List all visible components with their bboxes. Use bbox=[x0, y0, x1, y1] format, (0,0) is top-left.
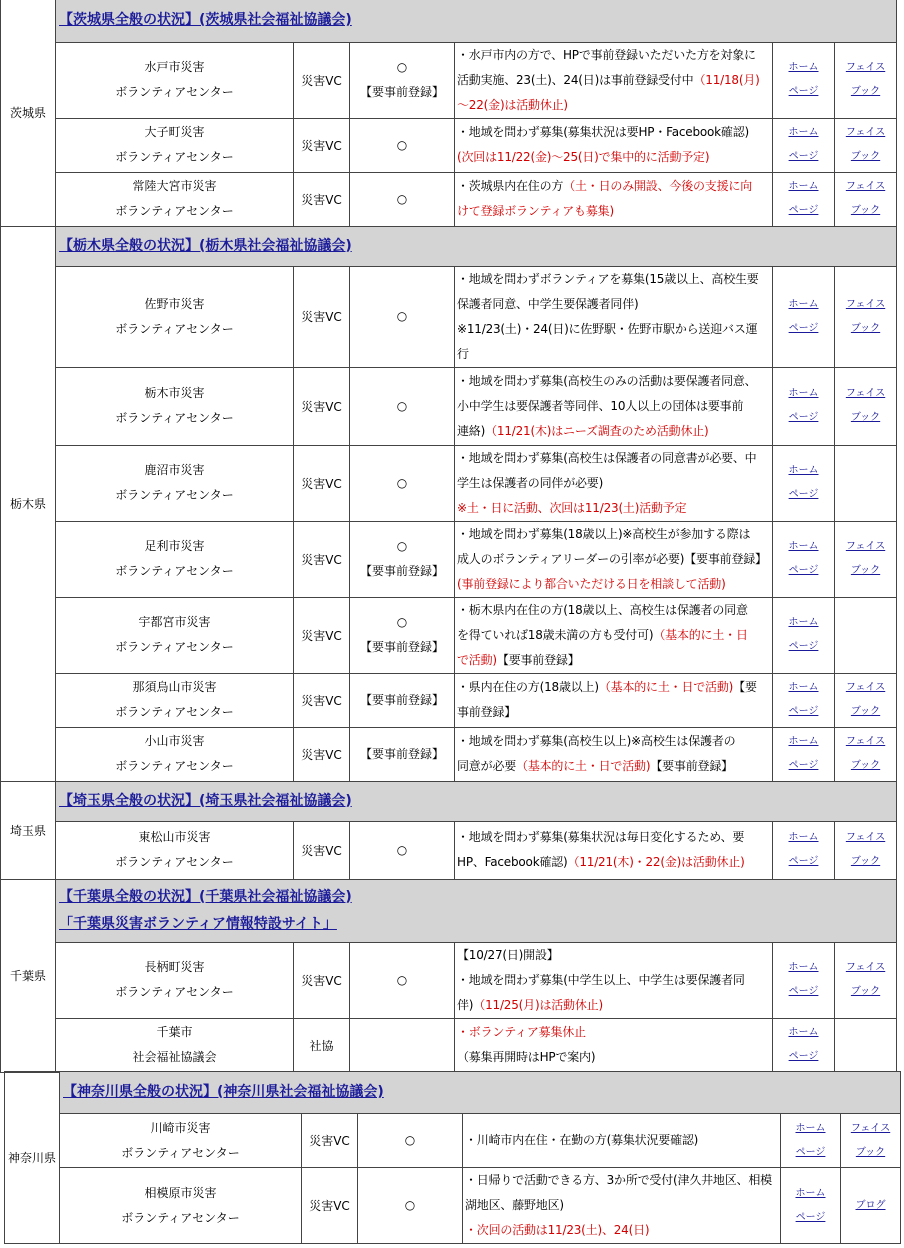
table-row bbox=[1, 266, 897, 367]
recruit-details-cell bbox=[455, 42, 773, 118]
prefecture-status-link[interactable]: 【茨城県全般の状況】(茨城県社会福祉協議会) bbox=[59, 12, 352, 29]
homepage-cell bbox=[781, 1168, 841, 1244]
details-text: 【10/27(日)開設】 bbox=[457, 947, 559, 962]
details-text: 【要事前登録】 bbox=[496, 652, 580, 667]
center-type-cell: 災害VC bbox=[294, 266, 350, 367]
center-name-line: ボランティアセンター bbox=[121, 1210, 240, 1225]
details-text: ・県内在住の方(18歳以上) bbox=[457, 680, 599, 694]
table-row bbox=[1, 445, 897, 521]
center-name-line: ボランティアセンター bbox=[115, 204, 234, 218]
prefecture-status-link[interactable]: 「千葉県災害ボランティア情報特設サイト」 bbox=[59, 915, 337, 932]
prefecture-status-header bbox=[56, 879, 897, 942]
center-type-cell: 災害VC bbox=[302, 1114, 358, 1168]
center-name-line: ボランティアセンター bbox=[115, 705, 234, 719]
details-note-red: （11/21(木)・22(金)は活動休止) bbox=[567, 855, 745, 869]
homepage-cell bbox=[773, 521, 835, 597]
details-text: ・地域を問わず募集(高校生は保護者の同意書が必要、中 bbox=[457, 450, 757, 465]
table-row bbox=[1, 673, 897, 727]
details-note-red: (事前登録により都合いただける日を相談して活動) bbox=[457, 576, 726, 591]
social-link-cell bbox=[835, 821, 897, 879]
details-note-red: （基本的に土・日 bbox=[653, 627, 748, 642]
recruit-status-cell bbox=[358, 1114, 463, 1168]
recruit-details-cell bbox=[463, 1114, 781, 1168]
recruit-status-cell bbox=[350, 445, 455, 521]
center-type-cell: 社協 bbox=[294, 1018, 350, 1072]
homepage-cell bbox=[773, 172, 835, 226]
homepage-link[interactable]: ホーム ページ bbox=[788, 298, 819, 334]
prefecture-cell: 埼玉県 bbox=[1, 781, 56, 879]
center-name-line: 小山市災害 bbox=[144, 734, 205, 748]
details-text: ・地域を問わずボランティアを募集(15歳以上、高校生要 bbox=[457, 271, 759, 286]
table-row bbox=[1, 1018, 897, 1072]
center-name-line: 水戸市災害 bbox=[144, 60, 205, 74]
details-text: ・地域を問わず募集(18歳以上)※高校生が参加する際は bbox=[457, 526, 751, 541]
table-row bbox=[1, 172, 897, 226]
center-name-cell bbox=[56, 673, 294, 727]
details-line bbox=[457, 145, 770, 170]
homepage-cell bbox=[773, 942, 835, 1018]
details-line bbox=[457, 675, 770, 700]
recruit-status-cell bbox=[350, 727, 455, 781]
center-name-line: ボランティアセンター bbox=[115, 321, 234, 336]
center-name-line: 社会福祉協議会 bbox=[132, 1050, 217, 1064]
center-name-line: 鹿沼市災害 bbox=[144, 463, 205, 477]
social-link-cell bbox=[835, 673, 897, 727]
facebook-link[interactable]: フェイス ブック bbox=[850, 1122, 891, 1158]
recruit-status-line: ○ bbox=[396, 475, 408, 490]
social-link-cell bbox=[841, 1114, 901, 1168]
details-line bbox=[457, 547, 770, 572]
facebook-link[interactable]: フェイス ブック bbox=[845, 181, 886, 216]
homepage-link[interactable]: ホーム ページ bbox=[788, 962, 819, 997]
homepage-cell bbox=[773, 42, 835, 118]
details-line bbox=[465, 1193, 778, 1218]
prefecture-status-link[interactable]: 【神奈川県全般の状況】(神奈川県社会福祉協議会) bbox=[63, 1084, 384, 1100]
center-type-cell: 災害VC bbox=[294, 118, 350, 172]
recruit-status-line: 【要事前登録】 bbox=[359, 746, 444, 761]
table-row bbox=[1, 521, 897, 597]
recruit-status-line: ○ bbox=[396, 191, 408, 206]
social-link-cell bbox=[835, 942, 897, 1018]
recruit-status-cell bbox=[350, 367, 455, 445]
details-text: 連絡) bbox=[457, 423, 486, 438]
details-note-red: （基本的に土・日で活動) bbox=[516, 759, 651, 773]
details-line bbox=[457, 369, 770, 394]
center-type-cell: 災害VC bbox=[294, 727, 350, 781]
table-row bbox=[1, 118, 897, 172]
center-name-cell bbox=[60, 1114, 302, 1168]
social-link-cell bbox=[835, 597, 897, 673]
details-line bbox=[457, 317, 770, 342]
details-line bbox=[457, 394, 770, 419]
prefecture-status-header bbox=[56, 0, 897, 42]
facebook-link[interactable]: フェイス ブック bbox=[845, 832, 886, 867]
details-note-red: で活動) bbox=[457, 652, 497, 667]
details-note-red: （11/21(木)はニーズ調査のため活動休止) bbox=[485, 423, 709, 438]
homepage-cell bbox=[773, 727, 835, 781]
recruit-status-cell bbox=[358, 1168, 463, 1244]
center-name-line: ボランティアセンター bbox=[115, 759, 234, 773]
center-name-line: ボランティアセンター bbox=[115, 564, 234, 578]
social-link-cell bbox=[835, 727, 897, 781]
social-link-cell bbox=[841, 1168, 901, 1244]
center-type-cell: 災害VC bbox=[294, 597, 350, 673]
center-type-cell: 災害VC bbox=[294, 445, 350, 521]
homepage-link[interactable]: ホーム ページ bbox=[788, 127, 819, 162]
homepage-cell bbox=[773, 673, 835, 727]
details-text: ・栃木県内在住の方(18歳以上、高校生は保護者の同意 bbox=[457, 602, 748, 617]
blog-link[interactable]: ブログ bbox=[855, 1199, 886, 1211]
details-text: 学生は保護者の同伴が必要) bbox=[457, 475, 604, 490]
center-type-cell: 災害VC bbox=[302, 1168, 358, 1244]
recruit-status-line: 【要事前登録】 bbox=[359, 692, 444, 707]
details-text: ・地域を問わず募集(高校生以上)※高校生は保護者の bbox=[457, 734, 736, 748]
recruit-status-line: 【要事前登録】 bbox=[359, 564, 444, 578]
recruit-status-line: ○ bbox=[404, 1198, 416, 1212]
center-name-cell bbox=[60, 1168, 302, 1244]
details-text: HP、Facebook確認) bbox=[457, 855, 568, 869]
homepage-link[interactable]: ホーム ページ bbox=[795, 1187, 826, 1223]
center-name-line: ボランティアセンター bbox=[115, 150, 234, 164]
prefecture-cell: 栃木県 bbox=[1, 226, 56, 781]
center-name-cell bbox=[56, 445, 294, 521]
prefecture-status-link[interactable]: 【栃木県全般の状況】(栃木県社会福祉協議会) bbox=[59, 237, 352, 254]
center-name-line: 東松山市災害 bbox=[138, 830, 211, 844]
table-row bbox=[1, 727, 897, 781]
details-line bbox=[457, 598, 770, 623]
details-text: ・水戸市内の方で、HPで事前登録いただいた方を対象に bbox=[457, 47, 756, 62]
details-note-red: ～22(金)は活動休止) bbox=[457, 97, 568, 112]
details-line bbox=[465, 1128, 778, 1153]
details-note-red: （11/18(月) bbox=[693, 72, 760, 87]
social-link-cell bbox=[835, 1018, 897, 1072]
center-type-cell: 災害VC bbox=[294, 172, 350, 226]
details-text: を得ていれば18歳未満の方も受付可) bbox=[457, 627, 654, 642]
details-note-red: (次回は11/22(金)～25(日)で集中的に活動予定) bbox=[457, 150, 710, 164]
kanagawa-volunteer-table bbox=[4, 1071, 901, 1244]
facebook-link[interactable]: フェイス ブック bbox=[845, 541, 886, 576]
recruit-status-line: ○ bbox=[396, 309, 408, 323]
details-line bbox=[457, 120, 770, 145]
recruit-details-cell bbox=[455, 942, 773, 1018]
social-link-cell bbox=[835, 445, 897, 521]
details-line bbox=[457, 850, 770, 875]
homepage-link[interactable]: ホーム ページ bbox=[788, 62, 819, 97]
center-name-line: ボランティアセンター bbox=[115, 855, 234, 869]
center-name-cell bbox=[56, 172, 294, 226]
table-row bbox=[1, 821, 897, 879]
table-row bbox=[5, 1114, 901, 1168]
homepage-link[interactable]: ホーム ページ bbox=[788, 736, 819, 771]
prefecture-status-header bbox=[56, 226, 897, 266]
social-link-cell bbox=[835, 367, 897, 445]
facebook-link[interactable]: フェイス ブック bbox=[845, 736, 886, 771]
center-name-line: ボランティアセンター bbox=[115, 488, 234, 502]
recruit-details-cell bbox=[455, 367, 773, 445]
recruit-details-cell bbox=[455, 1018, 773, 1072]
recruit-status-cell bbox=[350, 172, 455, 226]
details-text: ・地域を問わず募集(募集状況は要HP・Facebook確認) bbox=[457, 125, 750, 139]
details-line bbox=[457, 199, 770, 224]
center-name-line: 那須烏山市災害 bbox=[132, 680, 217, 694]
recruit-details-cell bbox=[455, 673, 773, 727]
details-line bbox=[465, 1168, 778, 1193]
details-text: 【要事前登録】 bbox=[650, 759, 733, 773]
homepage-cell bbox=[781, 1114, 841, 1168]
details-text: ・地域を問わず募集(高校生のみの活動は要保護者同意、 bbox=[457, 373, 757, 388]
details-line bbox=[457, 729, 770, 754]
details-text: 伴) bbox=[457, 997, 474, 1012]
homepage-link[interactable]: ホーム ページ bbox=[795, 1122, 826, 1158]
details-text: ・日帰りで活動できる方、3か所で受付(津久井地区、相模 bbox=[465, 1173, 772, 1187]
details-line bbox=[457, 292, 770, 317]
details-line bbox=[457, 968, 770, 993]
center-name-cell bbox=[56, 266, 294, 367]
prefecture-cell: 茨城県 bbox=[1, 0, 56, 226]
table-row bbox=[1, 42, 897, 118]
prefecture-status-header bbox=[56, 781, 897, 821]
homepage-cell bbox=[773, 367, 835, 445]
details-line bbox=[457, 471, 770, 496]
homepage-cell bbox=[773, 821, 835, 879]
details-line bbox=[457, 93, 770, 118]
center-name-cell bbox=[56, 942, 294, 1018]
center-name-cell bbox=[56, 1018, 294, 1072]
prefecture-cell: 千葉県 bbox=[1, 879, 56, 1072]
homepage-link[interactable]: ホーム ページ bbox=[788, 541, 819, 576]
homepage-cell bbox=[773, 118, 835, 172]
prefecture-status-link[interactable]: 【埼玉県全般の状況】(埼玉県社会福祉協議会) bbox=[59, 792, 352, 809]
recruit-status-cell bbox=[350, 942, 455, 1018]
details-note-red: （11/25(月)は活動休止) bbox=[473, 997, 603, 1012]
recruit-status-cell bbox=[350, 42, 455, 118]
details-text: 同意が必要 bbox=[457, 759, 517, 773]
center-type-cell: 災害VC bbox=[294, 821, 350, 879]
homepage-link[interactable]: ホーム ページ bbox=[788, 832, 819, 867]
center-name-line: 常陸大宮市災害 bbox=[132, 179, 217, 193]
details-line bbox=[457, 993, 770, 1018]
details-note-red: けて登録ボランティアも募集) bbox=[457, 204, 614, 218]
center-name-line: 足利市災害 bbox=[144, 539, 205, 553]
center-name-line: ボランティアセンター bbox=[121, 1145, 240, 1160]
center-type-cell: 災害VC bbox=[294, 673, 350, 727]
details-text: 成人のボランティアリーダーの引率が必要)【要事前登録】 bbox=[457, 551, 767, 566]
center-name-line: 宇都宮市災害 bbox=[138, 615, 211, 629]
prefecture-status-header bbox=[60, 1072, 901, 1114]
details-line bbox=[457, 68, 770, 93]
details-text: 湖地区、藤野地区) bbox=[465, 1198, 564, 1212]
details-line bbox=[457, 700, 770, 725]
recruit-status-cell bbox=[350, 673, 455, 727]
recruit-status-line: 【要事前登録】 bbox=[359, 640, 444, 654]
table-row bbox=[5, 1168, 901, 1244]
table-row bbox=[1, 597, 897, 673]
social-link-cell bbox=[835, 42, 897, 118]
details-line bbox=[457, 43, 770, 68]
table-row bbox=[1, 367, 897, 445]
recruit-status-cell bbox=[350, 266, 455, 367]
details-line bbox=[457, 267, 770, 292]
recruit-details-cell bbox=[455, 597, 773, 673]
center-name-line: ボランティアセンター bbox=[115, 85, 234, 99]
details-text: ・茨城県内在住の方 bbox=[457, 179, 564, 193]
homepage-cell bbox=[773, 445, 835, 521]
center-name-line: 相模原市災害 bbox=[144, 1185, 217, 1200]
details-note-red: ※土・日に活動、次回は11/23(土)活動予定 bbox=[457, 500, 687, 515]
details-line bbox=[457, 648, 770, 673]
center-name-line: ボランティアセンター bbox=[115, 985, 234, 999]
facebook-link[interactable]: フェイス ブック bbox=[845, 298, 886, 334]
center-name-line: 大子町災害 bbox=[144, 125, 205, 139]
center-type-cell: 災害VC bbox=[294, 367, 350, 445]
details-text: （募集再開時はHPで案内) bbox=[457, 1050, 596, 1064]
details-text: ・地域を問わず募集(中学生以上、中学生は要保護者同 bbox=[457, 972, 745, 987]
details-text: 【要 bbox=[733, 680, 757, 694]
details-text: 小中学生は要保護者等同伴、10人以上の団体は要事前 bbox=[457, 398, 744, 413]
details-note-red: （基本的に土・日で活動) bbox=[598, 680, 734, 694]
facebook-link[interactable]: フェイス ブック bbox=[845, 962, 886, 997]
prefecture-cell: 神奈川県 bbox=[5, 1072, 60, 1244]
details-line bbox=[457, 419, 770, 444]
recruit-status-line: ○ bbox=[396, 60, 408, 74]
details-line bbox=[457, 623, 770, 648]
homepage-link[interactable]: ホーム ページ bbox=[788, 388, 819, 423]
recruit-details-cell bbox=[455, 445, 773, 521]
center-name-line: 長柄町災害 bbox=[144, 960, 205, 974]
center-name-line: 千葉市 bbox=[156, 1025, 193, 1039]
facebook-link[interactable]: フェイス ブック bbox=[845, 388, 886, 423]
details-line bbox=[457, 522, 770, 547]
details-text: ※11/23(土)・24(日)に佐野駅・佐野市駅から送迎バス運 bbox=[457, 321, 758, 336]
homepage-link[interactable]: ホーム ページ bbox=[788, 682, 819, 717]
details-line bbox=[457, 174, 770, 199]
details-line bbox=[457, 1020, 770, 1045]
recruit-status-cell bbox=[350, 118, 455, 172]
details-text: ・地域を問わず募集(募集状況は毎日変化するため、要 bbox=[457, 830, 745, 844]
social-link-cell bbox=[835, 118, 897, 172]
details-text: 行 bbox=[457, 346, 469, 361]
facebook-link[interactable]: フェイス ブック bbox=[845, 127, 886, 162]
homepage-link[interactable]: ホーム ページ bbox=[788, 465, 819, 500]
homepage-link[interactable]: ホーム ページ bbox=[788, 617, 819, 652]
details-line bbox=[457, 446, 770, 471]
recruit-details-cell bbox=[455, 821, 773, 879]
center-name-cell bbox=[56, 597, 294, 673]
recruit-status-line: ○ bbox=[404, 1133, 416, 1147]
center-name-cell bbox=[56, 727, 294, 781]
center-name-line: ボランティアセンター bbox=[115, 411, 234, 425]
recruit-status-cell bbox=[350, 1018, 455, 1072]
center-name-line: 佐野市災害 bbox=[144, 296, 205, 311]
facebook-link[interactable]: フェイス ブック bbox=[845, 682, 886, 717]
center-name-cell bbox=[56, 118, 294, 172]
recruit-status-cell bbox=[350, 821, 455, 879]
details-text: 事前登録】 bbox=[457, 705, 517, 719]
details-text: 活動実施、23(土)、24(日)は事前登録受付中 bbox=[457, 72, 694, 87]
homepage-link[interactable]: ホーム ページ bbox=[788, 181, 819, 216]
social-link-cell bbox=[835, 172, 897, 226]
recruit-details-cell bbox=[455, 172, 773, 226]
center-name-cell bbox=[56, 821, 294, 879]
details-line bbox=[457, 572, 770, 597]
details-line bbox=[457, 496, 770, 521]
recruit-status-line: ○ bbox=[396, 398, 408, 413]
prefecture-status-link[interactable]: 【千葉県全般の状況】(千葉県社会福祉協議会) bbox=[59, 888, 352, 905]
details-line bbox=[457, 1045, 770, 1070]
recruit-status-line: ○ bbox=[396, 539, 408, 553]
details-line bbox=[457, 754, 770, 779]
details-line bbox=[465, 1218, 778, 1243]
recruit-status-line: ○ bbox=[396, 972, 408, 987]
social-link-cell bbox=[835, 521, 897, 597]
details-line bbox=[457, 342, 770, 367]
table-row bbox=[1, 942, 897, 1018]
recruit-status-line: ○ bbox=[396, 137, 408, 152]
recruit-details-cell bbox=[463, 1168, 781, 1244]
details-text: 保護者同意、中学生要保護者同伴) bbox=[457, 296, 639, 311]
homepage-cell bbox=[773, 597, 835, 673]
center-name-line: 栃木市災害 bbox=[144, 386, 205, 400]
recruit-status-cell bbox=[350, 521, 455, 597]
details-line bbox=[457, 825, 770, 850]
recruit-details-cell bbox=[455, 118, 773, 172]
details-text: ・川崎市内在住・在勤の方(募集状況要確認) bbox=[465, 1133, 699, 1147]
details-note-red: （土・日のみ開設、今後の支援に向 bbox=[563, 179, 753, 193]
recruit-status-cell bbox=[350, 597, 455, 673]
recruit-details-cell bbox=[455, 266, 773, 367]
details-note-red: ・ボランティア募集休止 bbox=[457, 1025, 586, 1039]
homepage-cell bbox=[773, 266, 835, 367]
center-name-cell bbox=[56, 521, 294, 597]
recruit-details-cell bbox=[455, 727, 773, 781]
details-note-red: ・次回の活動は11/23(土)、24(日) bbox=[465, 1223, 650, 1237]
recruit-details-cell bbox=[455, 521, 773, 597]
homepage-link[interactable]: ホーム ページ bbox=[788, 1027, 819, 1062]
details-line bbox=[457, 943, 770, 968]
recruit-status-line: 【要事前登録】 bbox=[359, 85, 444, 99]
recruit-status-line: ○ bbox=[396, 615, 408, 629]
center-name-cell bbox=[56, 367, 294, 445]
center-name-cell bbox=[56, 42, 294, 118]
homepage-cell bbox=[773, 1018, 835, 1072]
center-type-cell: 災害VC bbox=[294, 521, 350, 597]
recruit-status-line: ○ bbox=[396, 842, 408, 857]
center-name-line: ボランティアセンター bbox=[115, 640, 234, 654]
center-type-cell: 災害VC bbox=[294, 42, 350, 118]
center-type-cell: 災害VC bbox=[294, 942, 350, 1018]
facebook-link[interactable]: フェイス ブック bbox=[845, 62, 886, 97]
center-name-line: 川崎市災害 bbox=[150, 1120, 211, 1135]
social-link-cell bbox=[835, 266, 897, 367]
